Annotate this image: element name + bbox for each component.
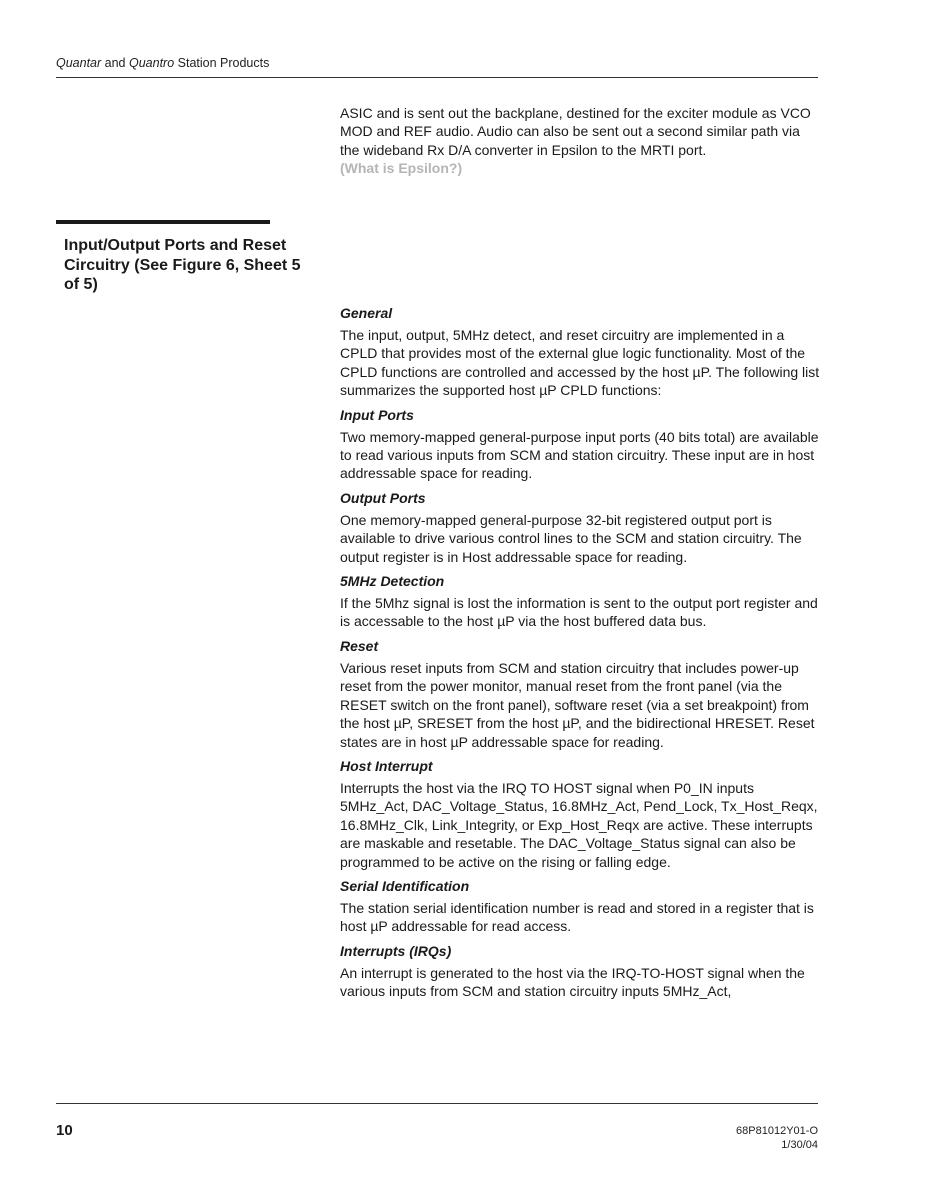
document-date: 1/30/04	[781, 1139, 818, 1151]
subsection-text: One memory-mapped general-purpose 32-bit registered output port is available to drive various control lines to the SCM and station circuitry. The output register is in Host addressable space for reading.	[340, 511, 802, 565]
subsection-text: An interrupt is generated to the host via the IRQ-TO-HOST signal when the various inputs from SCM and station circuitry inputs 5MHz_Act,	[340, 964, 805, 1000]
epsilon-link[interactable]: (What is Epsilon?)	[340, 160, 463, 177]
document-id	[736, 1124, 818, 1152]
subsection-reset	[340, 637, 820, 751]
header-product-1: Quantar	[56, 56, 102, 70]
subsection-heading: Host Interrupt	[340, 757, 433, 774]
header-rest: Station Products	[174, 56, 270, 70]
section-bar	[56, 220, 270, 224]
subsection-text: The station serial identification number is read and stored in a register that is host µP addressable for read access.	[340, 899, 814, 935]
intro-text: ASIC and is sent out the backplane, destined for the exciter module as VCO MOD and REF audio. Audio can also be sent out a second similar path via the wideband Rx D/A converter in Epsilon to the MRTI port.	[340, 105, 811, 158]
subsection-heading: General	[340, 305, 393, 321]
subsection-heading: 5MHz Detection	[340, 573, 445, 590]
subsection-output-ports	[340, 489, 820, 566]
subsection-host-interrupt	[340, 757, 820, 871]
subsection-text: Interrupts the host via the IRQ TO HOST signal when P0_IN inputs 5MHz_Act, DAC_Voltage_Status, 16.8MHz_Act, Pend_Lock, Tx_Host_Reqx, 16.8MHz_Clk, Link_Integrity, or Exp_Host_Reqx are active. These interrupts are maskable and resetable. The DAC_Voltage_Status signal can also be programmed to be active on the rising or falling edge.	[340, 779, 818, 870]
subsection-general	[340, 304, 820, 400]
subsection-5mhz-detection	[340, 572, 820, 631]
header-product-2: Quantro	[128, 56, 175, 70]
subsection-heading: Input Ports	[340, 406, 414, 423]
subsection-interrupts	[340, 942, 820, 1001]
subsection-input-ports	[340, 406, 820, 483]
subsection-text: Two memory-mapped general-purpose input ports (40 bits total) are available to read various inputs from SCM and station circuitry. These input are in host addressable space for reading.	[340, 428, 819, 482]
section-title: Input/Output Ports and Reset Circuitry (See Figure 6, Sheet 5 of 5)	[64, 237, 301, 293]
subsection-heading: Output Ports	[340, 489, 426, 506]
content-column	[340, 304, 820, 1007]
subsection-heading: Reset	[340, 637, 379, 654]
subsection-heading: Serial Identification	[340, 877, 470, 894]
running-header	[56, 56, 269, 70]
subsection-text: Various reset inputs from SCM and station circuitry that includes power-up reset from the power monitor, manual reset from the front panel (via the RESET switch on the front panel), software reset (via a set breakpoint) from the host µP, SRESET from the host µP, and the bidirectional HRESET. Reset states are in host µP addressable space for reading.	[340, 659, 815, 750]
page-number: 10	[56, 1122, 73, 1139]
subsection-text: If the 5Mhz signal is lost the information is sent to the output port register and is accessable to the host µP via the host buffered data bus.	[340, 595, 818, 630]
header-rule	[56, 77, 818, 78]
subsection-heading: Interrupts (IRQs)	[340, 942, 452, 959]
subsection-serial-identification	[340, 877, 820, 936]
document-number: 68P81012Y01-O	[736, 1125, 818, 1137]
intro-paragraph	[340, 104, 820, 178]
header-and: and	[101, 56, 129, 70]
footer-rule	[56, 1103, 818, 1104]
subsection-text: The input, output, 5MHz detect, and reset circuitry are implemented in a CPLD that provides most of the external glue logic functionality. Most of the CPLD functions are controlled and accessed by the host µP. The following list summarizes the supported host µP CPLD functions:	[340, 327, 820, 399]
